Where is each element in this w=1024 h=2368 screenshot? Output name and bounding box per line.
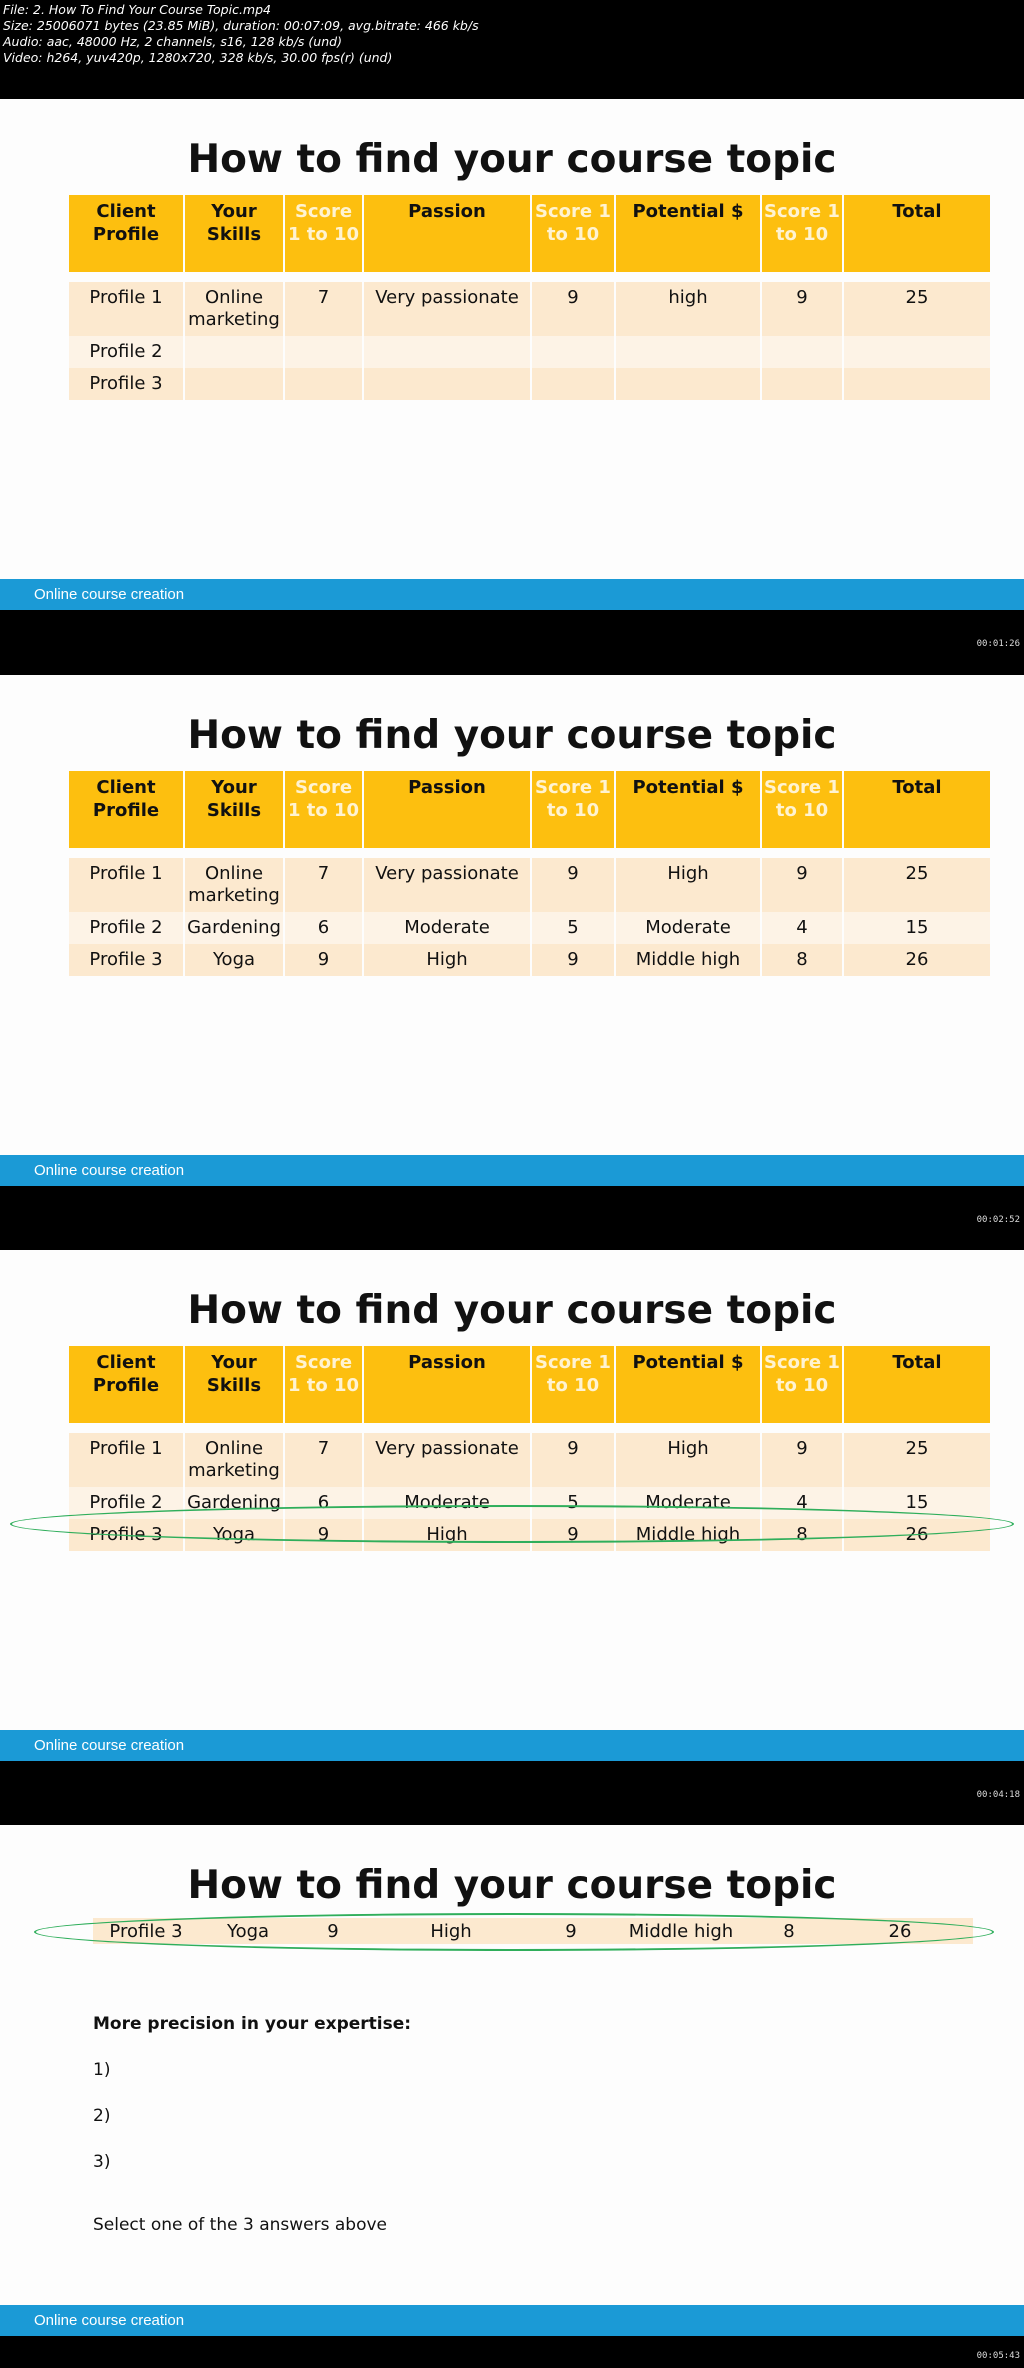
table-cell: 9 xyxy=(284,944,363,976)
table-cell: 9 xyxy=(531,282,615,336)
table-row xyxy=(69,912,991,944)
table-cell: 9 xyxy=(761,282,843,336)
table-cell: Profile 3 xyxy=(69,1519,184,1551)
col-header-client-profile: Client Profile xyxy=(69,195,184,272)
table-cell: 9 xyxy=(531,944,615,976)
table-row xyxy=(69,858,991,912)
col-header-client-profile: Client Profile xyxy=(69,1346,184,1423)
table-cell: 5 xyxy=(531,912,615,944)
table-cell xyxy=(531,336,615,368)
footer-text: Online course creation xyxy=(34,2312,185,2329)
col-header-your-skills: Your Skills xyxy=(184,771,284,848)
table-cell xyxy=(761,336,843,368)
table-cell: Yoga xyxy=(184,1519,284,1551)
col-header-passion: Passion xyxy=(363,195,531,272)
table-cell xyxy=(184,368,284,400)
file-info xyxy=(3,2,479,66)
table-cell: Profile 1 xyxy=(69,1433,184,1487)
table-cell: 26 xyxy=(888,1921,912,1942)
slide-title: How to find your course topic xyxy=(187,713,837,758)
footer-bar xyxy=(0,579,1024,610)
table-cell: Profile 3 xyxy=(69,944,184,976)
timestamp: 00:05:43 xyxy=(976,2351,1020,2361)
footer-text: Online course creation xyxy=(34,1737,185,1754)
table-cell: Yoga xyxy=(184,944,284,976)
table-cell xyxy=(184,336,284,368)
col-header-total: Total xyxy=(843,771,991,848)
col-header-potential: Potential $ xyxy=(615,195,761,272)
table-cell: 6 xyxy=(284,1487,363,1519)
col-header-total: Total xyxy=(843,195,991,272)
table-cell: Gardening xyxy=(184,912,284,944)
col-header-score: Score 1 to 10 xyxy=(531,195,615,272)
table-cell: Online marketing xyxy=(184,1433,284,1487)
table-row xyxy=(69,1433,991,1487)
table-cell: 8 xyxy=(761,944,843,976)
table-cell: 26 xyxy=(843,1519,991,1551)
table-cell: High xyxy=(363,944,531,976)
video-frame-4 xyxy=(0,1825,1024,2368)
table-header-row xyxy=(69,771,991,848)
footer-text: Online course creation xyxy=(34,586,185,603)
table-cell: Moderate xyxy=(615,1487,761,1519)
table-cell: 9 xyxy=(761,1433,843,1487)
table-header-row xyxy=(69,195,991,272)
table-cell: 5 xyxy=(531,1487,615,1519)
table-cell: 6 xyxy=(284,912,363,944)
col-header-passion: Passion xyxy=(363,771,531,848)
col-header-score: Score 1 to 10 xyxy=(761,1346,843,1423)
video-frame-3 xyxy=(0,1250,1024,1826)
table-cell: 9 xyxy=(565,1921,577,1942)
table-cell: High xyxy=(363,1519,531,1551)
table-cell: 25 xyxy=(843,282,991,336)
table-cell: 9 xyxy=(761,858,843,912)
table-cell: High xyxy=(615,1433,761,1487)
footer-bar xyxy=(0,2305,1024,2336)
table-row xyxy=(69,336,991,368)
table-cell: 8 xyxy=(761,1519,843,1551)
table-cell: Profile 3 xyxy=(69,368,184,400)
file-info-line: Audio: aac, 48000 Hz, 2 channels, s16, 128 kb/s (und) xyxy=(3,34,342,49)
slide-title: How to find your course topic xyxy=(187,1863,837,1908)
col-header-score: Score 1 to 10 xyxy=(284,1346,363,1423)
col-header-passion: Passion xyxy=(363,1346,531,1423)
video-frame-1 xyxy=(0,99,1024,675)
letterbox xyxy=(0,1761,1024,1826)
table-cell: Profile 2 xyxy=(69,912,184,944)
col-header-score: Score 1 to 10 xyxy=(284,771,363,848)
highlight-ellipse xyxy=(34,1913,994,1951)
table-cell xyxy=(284,336,363,368)
table-cell: Profile 2 xyxy=(69,336,184,368)
table-cell: 15 xyxy=(843,912,991,944)
table-cell: 7 xyxy=(284,1433,363,1487)
precision-heading: More precision in your expertise: xyxy=(93,2014,412,2034)
letterbox xyxy=(0,1186,1024,1251)
table-cell xyxy=(363,368,531,400)
col-header-score: Score 1 to 10 xyxy=(284,195,363,272)
table-cell: Gardening xyxy=(184,1487,284,1519)
timestamp: 00:02:52 xyxy=(976,1215,1020,1225)
table-cell: Profile 3 xyxy=(109,1921,183,1942)
table-cell: Middle high xyxy=(615,944,761,976)
col-header-total: Total xyxy=(843,1346,991,1423)
table-cell: 4 xyxy=(761,912,843,944)
table-cell: 9 xyxy=(531,1433,615,1487)
table-cell: 25 xyxy=(843,1433,991,1487)
file-info-line: Video: h264, yuv420p, 1280x720, 328 kb/s, 30.00 fps(r) (und) xyxy=(3,50,393,65)
table-cell xyxy=(843,368,991,400)
table-cell: 4 xyxy=(761,1487,843,1519)
table-cell: high xyxy=(615,282,761,336)
video-frame-2 xyxy=(0,675,1024,1251)
table-cell xyxy=(284,368,363,400)
table-cell: 9 xyxy=(531,858,615,912)
table-cell: High xyxy=(430,1921,472,1942)
table-cell: 25 xyxy=(843,858,991,912)
table-header-row xyxy=(69,1346,991,1423)
table-cell: High xyxy=(615,858,761,912)
table-cell: Profile 2 xyxy=(69,1487,184,1519)
table-cell: 26 xyxy=(843,944,991,976)
col-header-score: Score 1 to 10 xyxy=(531,1346,615,1423)
table-cell: 7 xyxy=(284,282,363,336)
col-header-your-skills: Your Skills xyxy=(184,195,284,272)
table-cell: 9 xyxy=(531,1519,615,1551)
col-header-score: Score 1 to 10 xyxy=(761,771,843,848)
timestamp: 00:01:26 xyxy=(976,639,1020,649)
table-cell: Online marketing xyxy=(184,282,284,336)
table-cell: Very passionate xyxy=(363,1433,531,1487)
list-item: 2) xyxy=(93,2106,111,2126)
table-cell: Middle high xyxy=(615,1519,761,1551)
col-header-your-skills: Your Skills xyxy=(184,1346,284,1423)
letterbox xyxy=(0,610,1024,675)
slide-title: How to find your course topic xyxy=(187,1288,837,1333)
instruction-text: Select one of the 3 answers above xyxy=(93,2215,387,2235)
table-cell: 7 xyxy=(284,858,363,912)
col-header-score: Score 1 to 10 xyxy=(761,195,843,272)
table-cell xyxy=(531,368,615,400)
table-cell xyxy=(363,336,531,368)
table-cell: Moderate xyxy=(363,1487,531,1519)
col-header-potential: Potential $ xyxy=(615,1346,761,1423)
table-cell: Online marketing xyxy=(184,858,284,912)
table-cell: Middle high xyxy=(628,1921,734,1942)
table-cell: Profile 1 xyxy=(69,858,184,912)
table-row xyxy=(69,282,991,336)
footer-text: Online course creation xyxy=(34,1162,185,1179)
highlight-ellipse xyxy=(10,1505,1014,1543)
file-info-line: Size: 25006071 bytes (23.85 MiB), duration: 00:07:09, avg.bitrate: 466 kb/s xyxy=(3,18,479,33)
timestamp: 00:04:18 xyxy=(976,1790,1020,1800)
col-header-potential: Potential $ xyxy=(615,771,761,848)
list-item: 1) xyxy=(93,2060,111,2080)
file-info-line: File: 2. How To Find Your Course Topic.mp4 xyxy=(3,2,271,17)
table-cell xyxy=(843,336,991,368)
footer-bar xyxy=(0,1730,1024,1761)
table-cell xyxy=(615,336,761,368)
letterbox xyxy=(0,2336,1024,2368)
course-topic-table xyxy=(69,195,992,400)
table-row xyxy=(69,944,991,976)
table-cell: 9 xyxy=(327,1921,339,1942)
slide-title: How to find your course topic xyxy=(187,137,837,182)
table-cell: 15 xyxy=(843,1487,991,1519)
table-cell: 8 xyxy=(783,1921,795,1942)
table-cell: Moderate xyxy=(363,912,531,944)
table-cell xyxy=(761,368,843,400)
table-cell: 9 xyxy=(284,1519,363,1551)
table-cell: Very passionate xyxy=(363,858,531,912)
table-cell: Moderate xyxy=(615,912,761,944)
table-cell xyxy=(615,368,761,400)
col-header-score: Score 1 to 10 xyxy=(531,771,615,848)
table-cell: Very passionate xyxy=(363,282,531,336)
course-topic-table xyxy=(69,771,992,976)
col-header-client-profile: Client Profile xyxy=(69,771,184,848)
table-row xyxy=(69,368,991,400)
table-cell: Profile 1 xyxy=(69,282,184,336)
list-item: 3) xyxy=(93,2152,111,2172)
table-cell: Yoga xyxy=(226,1921,270,1942)
footer-bar xyxy=(0,1155,1024,1186)
